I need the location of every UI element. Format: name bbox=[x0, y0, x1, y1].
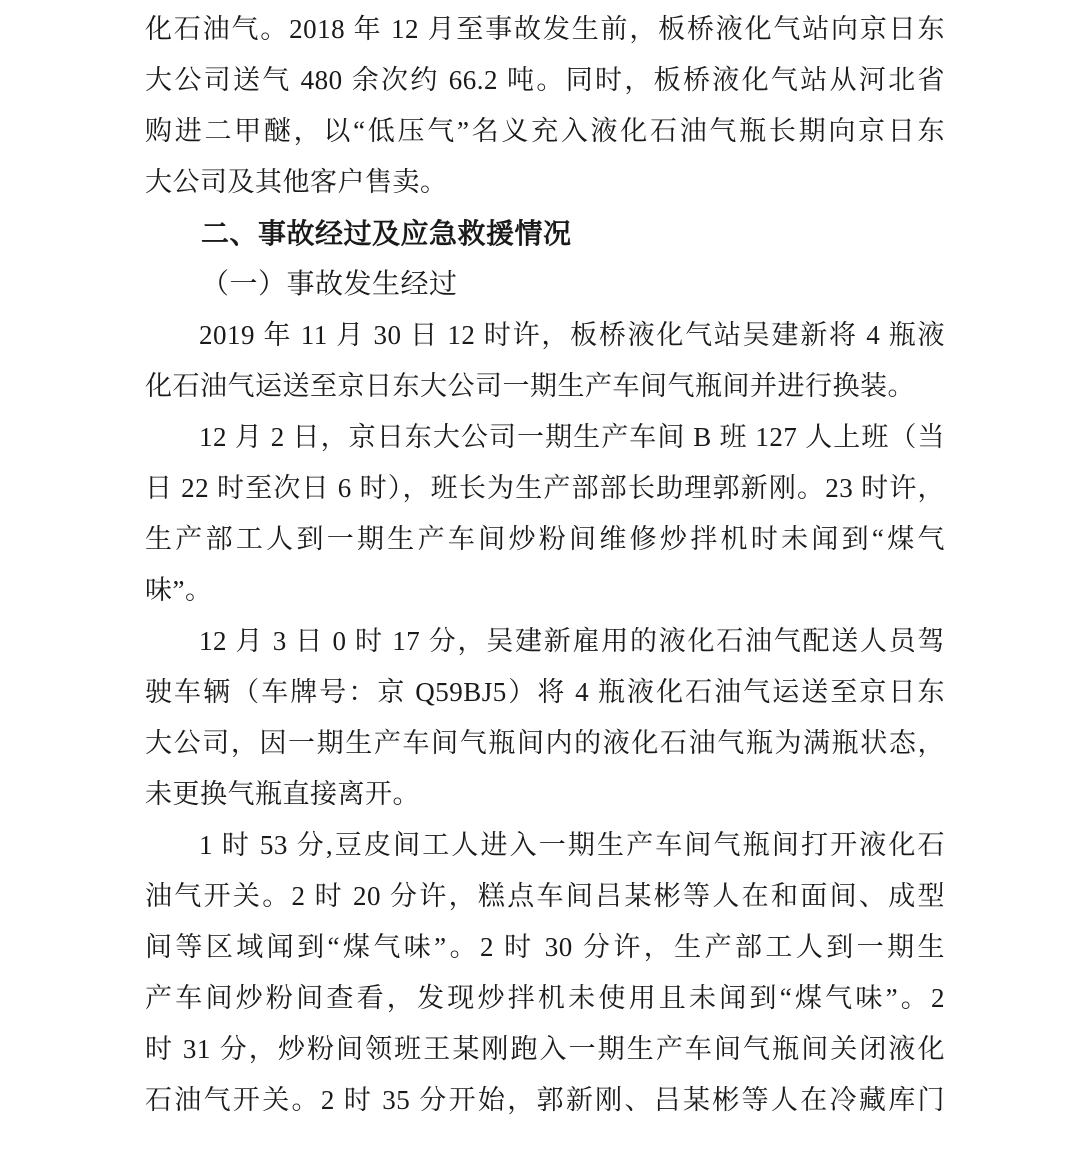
text-line: 12 月 3 日 0 时 17 分，吴建新雇用的液化石油气配送人员驾 bbox=[199, 626, 945, 656]
text-line: 化石油气运送至京日东大公司一期生产车间气瓶间并进行换装。 bbox=[145, 371, 915, 401]
text-line: 生产部工人到一期生产车间炒粉间维修炒拌机时未闻到“煤气 bbox=[145, 524, 945, 554]
text-line: 间等区域闻到“煤气味”。2 时 30 分许，生产部工人到一期生 bbox=[145, 932, 945, 962]
section-heading: 二、事故经过及应急救援情况 bbox=[201, 218, 572, 249]
text-line: 大公司，因一期生产车间气瓶间内的液化石油气瓶为满瓶状态， bbox=[145, 728, 945, 758]
document-body bbox=[145, 4, 945, 1126]
text-line: 味”。 bbox=[145, 575, 213, 605]
text-line: 油气开关。2 时 20 分许，糕点车间吕某彬等人在和面间、成型 bbox=[145, 881, 945, 911]
text-line: 日 22 时至次日 6 时），班长为生产部部长助理郭新刚。23 时许， bbox=[145, 473, 945, 503]
text-line: 石油气开关。2 时 35 分开始，郭新刚、吕某彬等人在冷藏库门 bbox=[145, 1085, 945, 1115]
text-line: 购进二甲醚，以“低压气”名义充入液化石油气瓶长期向京日东 bbox=[145, 116, 945, 146]
text-line: 未更换气瓶直接离开。 bbox=[145, 779, 420, 809]
text-line: 驶车辆（车牌号：京 Q59BJ5）将 4 瓶液化石油气运送至京日东 bbox=[145, 677, 945, 707]
text-line: 2019 年 11 月 30 日 12 时许，板桥液化气站吴建新将 4 瓶液 bbox=[199, 320, 945, 350]
text-line: 大公司送气 480 余次约 66.2 吨。同时，板桥液化气站从河北省 bbox=[145, 65, 945, 95]
text-line: 1 时 53 分,豆皮间工人进入一期生产车间气瓶间打开液化石 bbox=[199, 830, 945, 860]
text-line: 大公司及其他客户售卖。 bbox=[145, 167, 448, 197]
subsection-heading: （一）事故发生经过 bbox=[201, 269, 458, 300]
text-line: 时 31 分，炒粉间领班王某刚跑入一期生产车间气瓶间关闭液化 bbox=[145, 1034, 945, 1064]
text-line: 12 月 2 日，京日东大公司一期生产车间 B 班 127 人上班（当 bbox=[199, 422, 945, 452]
text-line: 产车间炒粉间查看，发现炒拌机未使用且未闻到“煤气味”。2 bbox=[145, 983, 945, 1013]
text-line: 化石油气。2018 年 12 月至事故发生前，板桥液化气站向京日东 bbox=[145, 14, 945, 44]
